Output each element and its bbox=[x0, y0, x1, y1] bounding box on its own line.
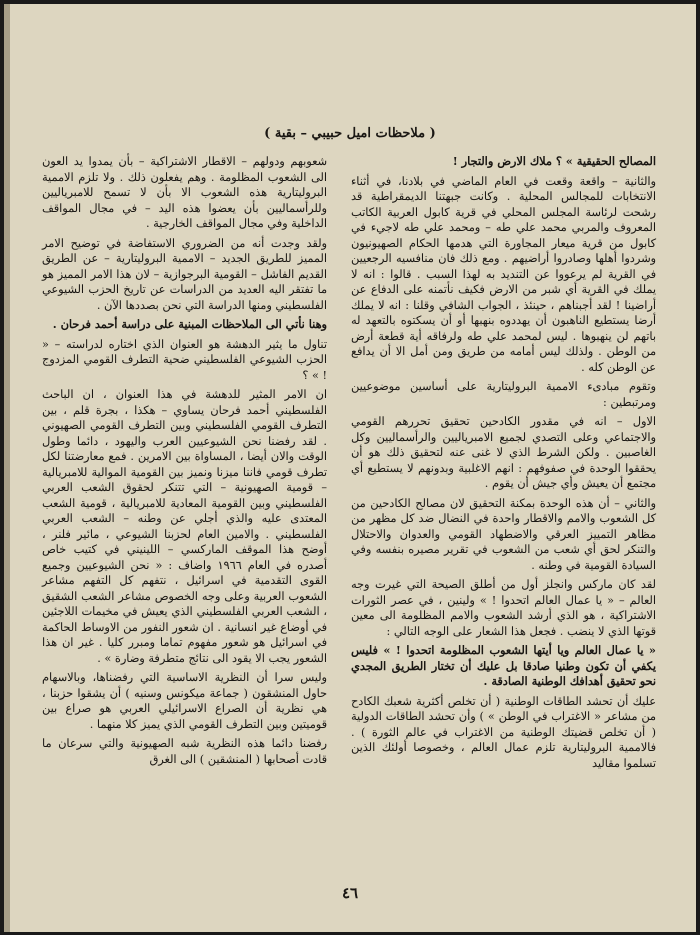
paragraph: المصالح الحقيقية » ؟ ملاك الارض والتجار ! bbox=[452, 154, 656, 168]
paragraph: وليس سرا أن النظرية الاساسية التي رفضناها، وبالاسهام حاول المنشقون ( جماعة ميكونس وسنيه ) أن يشقوا حزبنا ، هي نظرية أن الصراع الاسرائيلي العربي هو صراع بين قوميتين وبين التطرف القومي الذي يميز كلا منهما . bbox=[42, 671, 327, 731]
paragraph: وهنا نأتي الى الملاحظات المبنية على دراسة أحمد فرحان . bbox=[52, 317, 327, 331]
paragraph: لقد كان ماركس وانجلز أول من أطلق الصيحة التي غيرت وجه العالم – « يا عمال العالم اتحدوا ! » ولينين ، في عصر الثورات الاشتراكية ، هو الذي أرشد الشعوب والامم المظلومة الى معين قوتها الذي لا ينضب . فجعل هذا الشعار على الوجه التالي : bbox=[351, 578, 656, 638]
paragraph: والثانية – واقعة وقعت في العام الماضي في بلادنا، في أثناء الانتخابات للمجالس المحلية . وكانت جبهتنا الديمقراطية قد رشحت لرئاسة المجلس المحلي في قرية كابول العربية الكاتب المعروف والمربي محمد علي طه – ومحمد علي طه لاجيء في كابول من قرية ميعار المجاورة التي هدمها الحكام الصهيونيون وشردوا أهلها وصادروا أراضيهم . ومع ذلك فان منافسيه الرجعيين في القرية لم يرعووا عن التنديد به لهذا السبب . قالوا : انه لا يملك في القرية أي شبر من الارض فكيف نأتمنه على الدفاع عن أراضينا ! لقد أجبناهم ، حينئذ ، الجواب الشافي وقلنا : انه لا يملك أرضا يستطيع الناهبون أن يهددوه بنهبها أو أن يسكتوه بالتعهد له باتهم لن ينهبوها . ليس لمحمد علي طه ولرفاقه أية قطعة أرض من الوطن . ولذلك ليس أمامه من طريق ومن أمل الا أن يدافع عن الوطن كله . bbox=[351, 174, 656, 374]
page-edge-shadow bbox=[4, 4, 10, 932]
left-column bbox=[42, 154, 327, 771]
paragraph: عليك أن تحشد الطاقات الوطنية ( أن تخلص أكثرية شعبك الكادح من مشاعر « الاغتراب في الوطن » ) وأن تحشد الطاقات الدولية ( أن تخلص قضيتك الوطنية من الاغتراب في عالم الثورة ) . فالاممية البروليتارية تلزم عمال العالم ، وخصوصا أولئك الذين تسلموا مقاليد bbox=[351, 694, 656, 770]
paragraph: وتقوم مبادىء الاممية البروليتارية على أساسين موضوعيين ومرتبطين : bbox=[351, 380, 656, 409]
paragraph: ان الامر المثير للدهشة في هذا العنوان ، ان الباحث الفلسطيني أحمد فرحان يساوي – هكذا ، بجرة قلم ، بين التطرف القومي الفلسطيني وبين التطرف القومي الصهيوني . لقد رفضنا نحن الشيوعيين العرب واليهود ، دائما وطول الوقت والان أيضا ، المساواة بين الامرين . فمع معارضتنا لكل تطرف قومي فاننا ميزنا ونميز بين القومية الموالية للامبريالية – قومية الصهيونية – التي تتنكر لحقوق الشعب العربي الفلسطيني وبين القومية المعادية للامبريالية ، قومية الشعب المعتدى عليه والذي أجلي عن وطنه – الشعب العربي الفلسطيني . والامين العام لحزبنا الشيوعي ، مائير فلنر ، أوضح هذا الموقف الماركسي – اللينيني في كتيب خاص أصدره في العام ١٩٦٦ واضاف : « نحن الشيوعيين وجميع القوى التقدمية في اسرائيل ، نتفهم كل التفهم مشاعر الشعوب العربية وعلى وجه الخصوص مشاعر الشعب الشقيق ، الشعب العربي الفلسطيني الذي يعيش في مخيمات اللاجئين في أوضاع غير انسانية . ان شعور النفور من الاوساط الحاكمة في اسرائيل هو شعور مفهوم تماما ومبرر كليا . غير ان هذا الشعور يجب الا يقود الى نتائج متطرفة وضارة » . bbox=[42, 388, 328, 665]
paragraph: الاول – انه في مقدور الكادحين تحقيق تحررهم القومي والاجتماعي وعلى التصدي لجميع الامبرياليين والرأسماليين وكل الغاصبين . ولكن الشرط الذي لا غنى عنه لتحقيق ذلك هو أن يحققوا الوحدة في صفوفهم : انهم الاغلبية وبدونهم لا يستطيع أي مجتمع أن يعيش وأي جيش أن يقوم . bbox=[351, 415, 656, 490]
paragraph: تناول ما يثير الدهشة هو العنوان الذي اختاره لدراسته – « الحزب الشيوعي الفلسطيني ضحية التطرف القومي المزدوج ! » ؟ bbox=[42, 337, 327, 382]
paragraph: شعوبهم ودولهم – الاقطار الاشتراكية – بأن يمدوا يد العون الى الشعوب المظلومة . وهم يفعلون ذلك . ولا تلزم الاممية البروليتارية هذه الشعوب الا بأن لا تسمح للامبرياليين وللرأسماليين بأن يعضوا هذه اليد – في مجال المواقف الداخلية وفي مجال المواقف الخارجية . bbox=[42, 155, 327, 230]
page-header: ( ملاحظات اميل حبيبي – بقية ) bbox=[264, 126, 436, 141]
paragraph: والثاني – أن هذه الوحدة بمكنة التحقيق لان مصالح الكادحين من كل الشعوب والامم والاقطار واحدة في النضال ضد كل مظهر من مظاهر التمييز العرقي والاضطهاد القومي والعدوان والاحتلال والتنكر لحق أي شعب من الشعوب في تقرير مصيره بنفسه وفي السيادة القومية في وطنه . bbox=[351, 496, 656, 572]
paragraph: « يا عمال العالم ويا أيتها الشعوب المظلومة اتحدوا ! » فليس يكفي أن تكون وطنيا صادقا بل عليك أن تختار الطريق المجدي نحو تحقيق أهدافك الوطنية الصادقة . bbox=[351, 643, 656, 688]
page-number: ٤٦ bbox=[341, 884, 359, 902]
document-page bbox=[4, 4, 696, 932]
paragraph: رفضنا دائما هذه النظرية شبه الصهيونية والتي سرعان ما قادت أصحابها ( المنشقين ) الى الغرق bbox=[42, 737, 327, 766]
paragraph: ولقد وجدت أنه من الضروري الاستفاضة في توضيح الامر المميز للطريق الجديد – الاممية البروليتارية – عن الطريق القديم الفاشل – القومية البرجوازية – لان هذا الامر المميز هو ما تفتقر اليه العديد من الدراسات عن تاريخ الحزب الشيوعي الفلسطيني ومنها الدراسة التي نحن بصددها الآن . bbox=[42, 236, 327, 312]
right-column bbox=[351, 154, 656, 775]
